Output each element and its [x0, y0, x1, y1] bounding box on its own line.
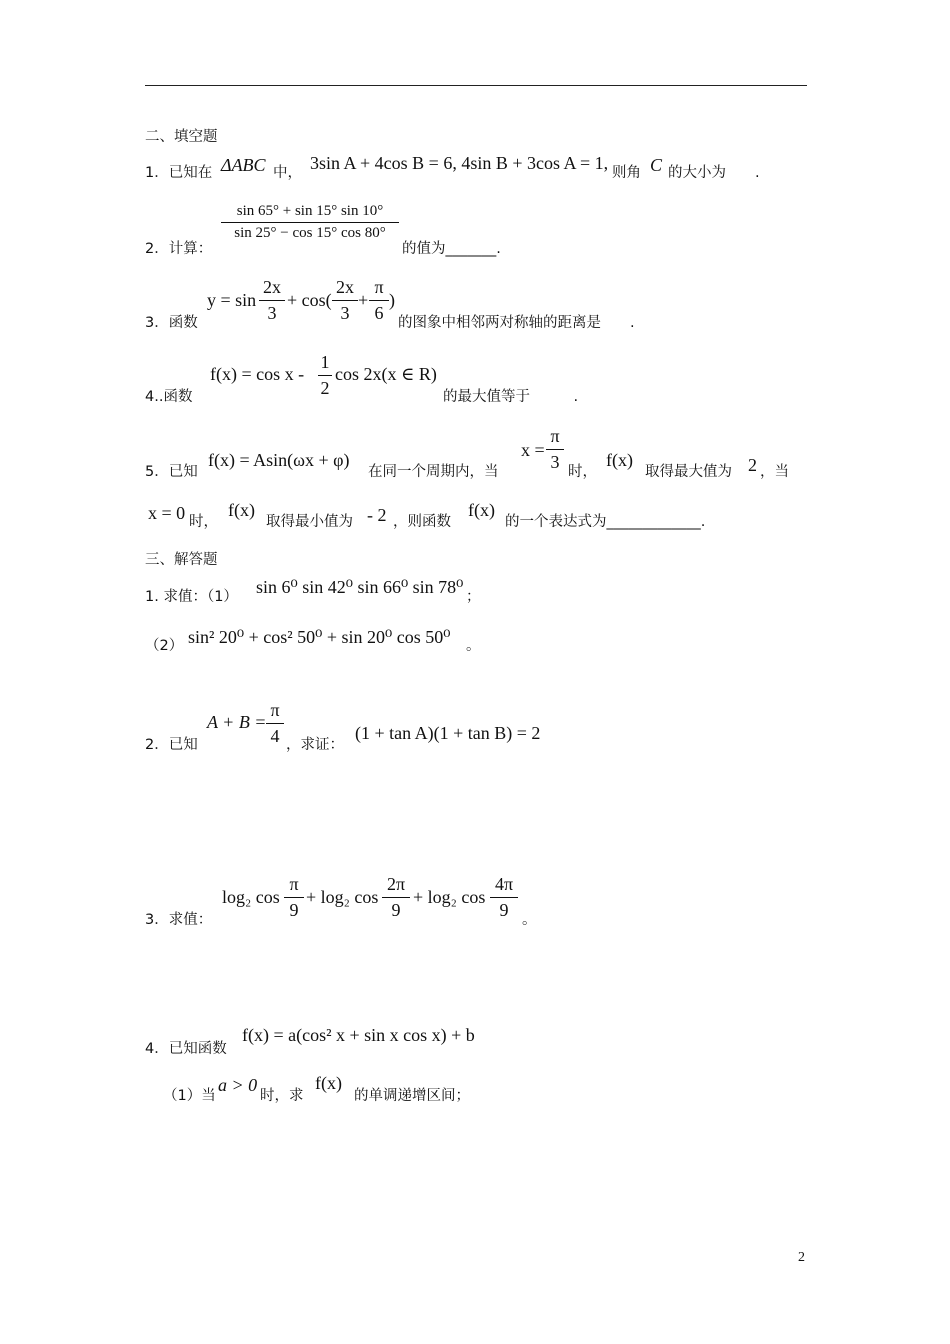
solve-q1-expr: sin 6⁰ sin 42⁰ sin 66⁰ sin 78⁰: [256, 577, 464, 597]
fill-q2-number: 2．计算：: [145, 241, 213, 257]
fill-q4-tail: 的最大值等于 .: [443, 389, 579, 405]
fill-q3-frac1-den: 3: [267, 303, 277, 323]
fill-q5-text5: 时，: [189, 514, 218, 530]
page-number: 2: [798, 1250, 805, 1265]
solve-q3-term-b: + log₂ cos: [306, 887, 379, 907]
fill-q1-equation: 3sin A + 4cos B = 6, 4sin B + 3cos A = 1,: [310, 153, 609, 173]
fill-q3-frac3: [369, 277, 389, 324]
fill-q3-frac2: [332, 277, 358, 324]
solve-q2-mid: ，求证：: [286, 737, 344, 753]
fill-q1-mid: 中，: [273, 165, 302, 181]
fill-q5-frac: [546, 426, 564, 473]
fill-q4-rhs: cos 2x(x ∈ R): [335, 364, 437, 384]
fill-q5-frac-bar: [546, 449, 564, 450]
fill-q5-frac-num: π: [550, 426, 560, 446]
solve-q4-number: 4．已知函数: [145, 1041, 227, 1057]
fill-q2-denominator: sin 25° − cos 15° cos 80°: [234, 225, 386, 241]
fill-q3-mid: + cos(: [287, 290, 332, 310]
fill-q5-text4: ，当: [760, 464, 789, 480]
solve-q2-frac-den: 4: [270, 726, 280, 746]
section-heading-solve: 三、解答题: [145, 552, 218, 568]
fill-q3-frac3-den: 6: [374, 303, 384, 323]
fill-q4-frac-bar: [318, 375, 332, 376]
solve-q2-frac-num: π: [270, 700, 280, 720]
solve-q3-frac-c: [490, 874, 518, 921]
fill-q5-value-2: 2: [748, 455, 757, 475]
fill-q5-value-neg2: - 2: [367, 505, 387, 525]
fill-q5-text6: 取得最小值为: [266, 514, 353, 530]
fill-q2-fraction-bar: [221, 222, 399, 223]
fill-q5-fx1: f(x): [606, 450, 633, 470]
solve-q1-expr2: sin² 20⁰ + cos² 50⁰ + sin 20⁰ cos 50⁰: [188, 627, 451, 647]
solve-q2-frac-bar: [266, 723, 284, 724]
solve-q2-expr: (1 + tan A)(1 + tan B) = 2: [355, 723, 541, 743]
fill-q3-frac1: [259, 277, 285, 324]
fill-q5-number: 5．已知: [145, 464, 198, 480]
fill-q1-end: 的大小为 .: [668, 165, 760, 181]
fill-q5-fx2: f(x): [228, 500, 255, 520]
fill-q3-frac1-bar: [259, 300, 285, 301]
fill-q5-text3: 取得最大值为: [645, 464, 732, 480]
section-heading-fill: 二、填空题: [145, 129, 218, 145]
fill-q3-tail: 的图象中相邻两对称轴的距离是 .: [398, 315, 635, 331]
fill-q5-text2: 时，: [568, 464, 597, 480]
solve-q4-expr: f(x) = a(cos² x + sin x cos x) + b: [242, 1025, 475, 1045]
fill-q5-x-eq: x =: [521, 440, 545, 460]
solve-q1-end: ；: [466, 589, 481, 605]
solve-q3-frac-a-den: 9: [289, 900, 299, 920]
fill-q1-triangle: ΔABC: [221, 155, 266, 175]
solve-q3-frac-b: [382, 874, 410, 921]
fill-q3-frac3-bar: [369, 300, 389, 301]
fill-q3-frac2-bar: [332, 300, 358, 301]
solve-q1-number: 1. 求值：（1）: [145, 589, 238, 605]
solve-q2-frac: [266, 700, 284, 747]
fill-q5-fx3: f(x): [468, 500, 495, 520]
fill-q2-tail: 的值为_______.: [402, 241, 501, 257]
solve-q3-frac-b-num: 2π: [386, 874, 406, 894]
fill-q5-frac-den: 3: [550, 452, 560, 472]
solve-q3-frac-c-num: 4π: [494, 874, 514, 894]
fill-q1-angle-c: C: [650, 155, 663, 175]
fill-q3-frac2-den: 3: [340, 303, 350, 323]
solve-q3-term-a: log₂ cos: [222, 887, 280, 907]
solve-q3-frac-b-den: 9: [391, 900, 401, 920]
solve-q3-end: 。: [522, 912, 537, 928]
fill-q5-expr: f(x) = Asin(ωx + φ): [208, 450, 350, 470]
fill-q4-frac-den: 2: [320, 378, 330, 398]
fill-q2-numerator: sin 65° + sin 15° sin 10°: [236, 203, 384, 219]
solve-q4-text2: 的单调递增区间；: [354, 1088, 470, 1104]
fill-q1-number: 1．已知在: [145, 165, 213, 181]
solve-q4-fx: f(x): [315, 1073, 342, 1093]
fill-q3-plus: +: [358, 290, 369, 310]
fill-q5-text1: 在同一个周期内，当: [368, 464, 499, 480]
solve-q3-frac-b-bar: [382, 897, 410, 898]
solve-q1-end2: 。: [466, 638, 481, 654]
fill-q5-text7: ，则函数: [393, 514, 451, 530]
fill-q4-number: 4..函数: [145, 389, 193, 405]
solve-q4-part1: （1）当: [163, 1088, 216, 1104]
solve-q1-part2: （2）: [145, 638, 184, 654]
fill-q2-fraction: [221, 203, 399, 242]
fill-q4-lhs: f(x) = cos x -: [210, 364, 305, 384]
fill-q3-frac1-num: 2x: [263, 277, 281, 297]
fill-q1-tail: 则角: [612, 165, 641, 181]
fill-q3-number: 3．函数: [145, 315, 198, 331]
fill-q3-close: ): [389, 290, 395, 310]
solve-q2-number: 2．已知: [145, 737, 198, 753]
solve-q3-frac-c-den: 9: [499, 900, 509, 920]
solve-q4-text1: 时，求: [260, 1088, 304, 1104]
solve-q3-frac-a-bar: [284, 897, 304, 898]
solve-q3-number: 3．求值：: [145, 912, 213, 928]
fill-q4-frac-num: 1: [320, 352, 330, 372]
fill-q5-x0: x = 0: [148, 503, 186, 523]
solve-q3-frac-c-bar: [490, 897, 518, 898]
fill-q5-text8: 的一个表达式为_____________.: [505, 514, 706, 530]
fill-q3-lhs: y = sin: [207, 290, 257, 310]
fill-q3-frac3-num: π: [374, 277, 384, 297]
fill-q3-frac2-num: 2x: [336, 277, 354, 297]
fill-q4-frac: [318, 352, 332, 399]
header-rule: [145, 85, 807, 86]
solve-q2-lhs: A + B =: [207, 712, 267, 732]
solve-q3-frac-a: [284, 874, 304, 921]
solve-q3-frac-a-num: π: [289, 874, 299, 894]
solve-q4-cond: a > 0: [218, 1075, 258, 1095]
solve-q3-term-c: + log₂ cos: [413, 887, 486, 907]
